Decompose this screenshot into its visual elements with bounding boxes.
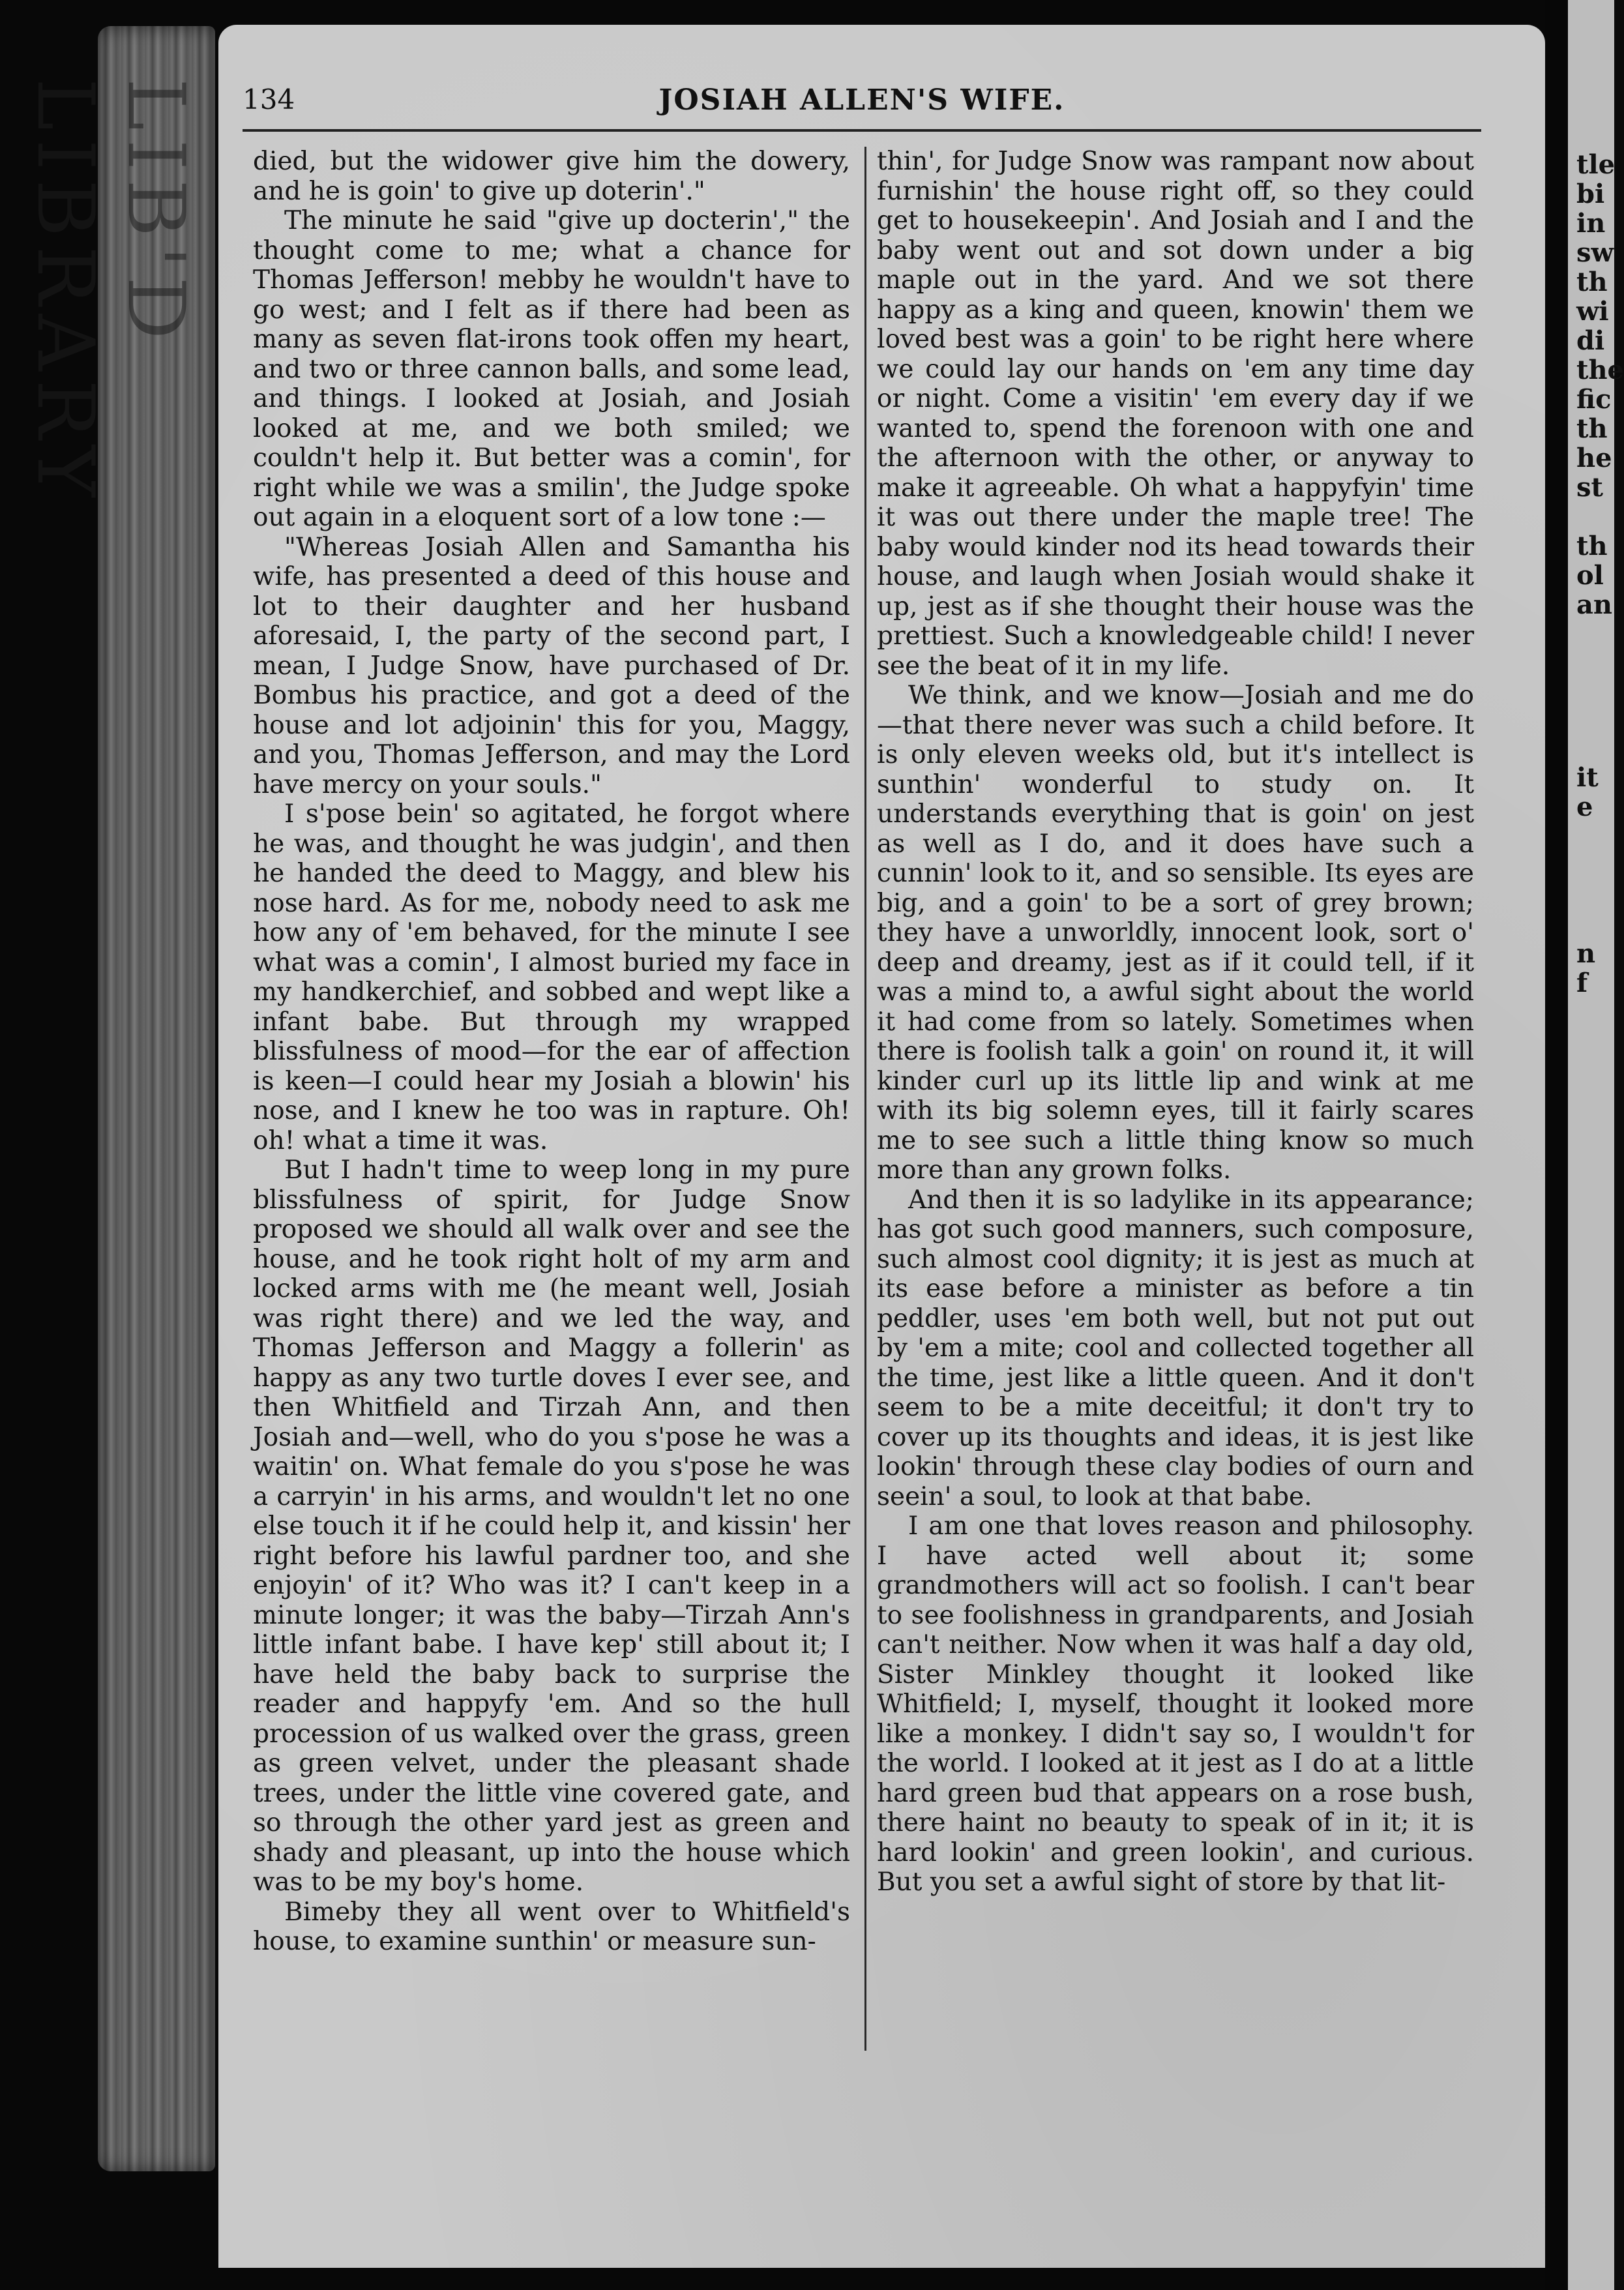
paragraph: "Whereas Josiah Allen and Samantha his wife, has presented a deed of this house and lot to their daughter and her husband aforesaid, I, the party of the second part, I mean, I Judge Snow, have purchased of Dr. Bombus his practice, and got a deed of the house and lot adjoinin' this for you, Maggy, and you, Thomas Jefferson, and may the Lord have mercy on your souls." bbox=[253, 532, 850, 799]
paragraph: And then it is so ladylike in its appearance; has got such good manners, such composure, such almost cool dignity; it is jest as much at its ease before a minister as before a tin peddler, uses 'em both well, but not put out by 'em a mite; cool and collected together all the time, jest like a little queen. And it don't seem to be a mite deceitful; it don't try to cover up its thoughts and ideas, it is jest like lookin' through these clay bodies of ourn and seein' a soul, to look at that babe. bbox=[877, 1185, 1474, 1511]
page-number: 134 bbox=[243, 83, 295, 115]
left-column bbox=[253, 147, 850, 1957]
paragraph: Bimeby they all went over to Whitfield's house, to examine sunthin' or measure sun- bbox=[253, 1897, 850, 1956]
spine-stamp-text: LIB'D LIBRARY bbox=[20, 78, 201, 507]
facing-page-fragment-line: it bbox=[1576, 762, 1599, 793]
facing-page-fragment-line: in bbox=[1576, 208, 1606, 239]
header-rule bbox=[243, 129, 1481, 132]
paragraph: I am one that loves reason and philosophy. I have acted well about it; some grandmothers will act so foolish. I can't bear to see foolishness in grandparents, and Josiah can't neither. Now when it was half a day old, Sister Minkley thought it looked like Whitfield; I, myself, thought it looked more like a monkey. I didn't say so, I wouldn't for the world. I looked at it jest as I do at a little hard green bud that appears on a rose bush, there haint no beauty to speak of in it; it is hard lookin' and green lookin', and curious. But you set a awful sight of store by that lit- bbox=[877, 1511, 1474, 1897]
facing-page-fragment-line: bi bbox=[1576, 179, 1605, 209]
facing-page-fragment-line: the bbox=[1576, 355, 1624, 385]
paragraph: died, but the widower give him the dowery, and he is goin' to give up doterin'." bbox=[253, 147, 850, 206]
facing-page-fragment-line: th bbox=[1576, 267, 1608, 297]
facing-page-fragment-line: ol bbox=[1576, 560, 1604, 591]
paragraph: I s'pose bein' so agitated, he forgot where he was, and thought he was judgin', and then he handed the deed to Maggy, and blew his nose hard. As for me, nobody need to ask me how any of 'em behaved, for the minute I see what was a comin', I almost buried my face in my handkerchief, and sobbed and wept like a infant babe. But through my wrapped blissfulness of mood—for the ear of affection is keen—I could hear my Josiah a blowin' his nose, and I knew he too was in rapture. Oh! oh! what a time it was. bbox=[253, 799, 850, 1155]
paragraph: The minute he said "give up docterin'," the thought come to me; what a chance for Thomas Jefferson! mebby he wouldn't have to go west; and I felt as if there had been as many as seven flat-irons took offen my heart, and two or three cannon balls, and some lead, and things. I looked at Josiah, and Josiah looked at me, and we both smiled; we couldn't help it. But better was a comin', for right while we was a smilin', the Judge spoke out again in a eloquent sort of a low tone :— bbox=[253, 206, 850, 532]
page-gap bbox=[1545, 0, 1568, 2290]
facing-page-fragment-line: he bbox=[1576, 443, 1612, 473]
facing-page-fragment-line: th bbox=[1576, 413, 1608, 444]
facing-page-fragment-line: e bbox=[1576, 792, 1593, 822]
facing-page-fragment-line: tle bbox=[1576, 149, 1616, 180]
page-header bbox=[243, 83, 1481, 123]
paragraph: But I hadn't time to weep long in my pure blissfulness of spirit, for Judge Snow proposed we should all walk over and see the house, and he took right holt of my arm and locked arms with me (he meant well, Josiah was right there) and we led the way, and Thomas Jefferson and Maggy a follerin' as happy as any two turtle doves I ever see, and then Whitfield and Tirzah Ann, and then Josiah and—well, who do you s'pose he was a waitin' on. What female do you s'pose he was a carryin' in his arms, and wouldn't let no one else touch it if he could help it, and kissin' her right before his lawful pardner too, and she enjoyin' of it? Who was it? I can't keep in a minute longer; it was the baby—Tirzah Ann's little infant babe. I have kep' still about it; I have held the baby back to surprise the reader and happyfy 'em. And so the hull procession of us walked over the grass, green as green velvet, under the pleasant shade trees, under the little vine covered gate, and so through the other yard jest as green and shady and pleasant, up into the house which was to be my boy's home. bbox=[253, 1155, 850, 1897]
facing-page-fragment-line: sw bbox=[1576, 237, 1614, 268]
paragraph: We think, and we know—Josiah and me do—that there never was such a child before. It is only eleven weeks old, but it's intellect is sunthin' wonderful to study on. It understands everything that is goin' on jest as well as I do, and it does have such a cunnin' look to it, and so sensible. Its eyes are big, and a goin' to be a sort of grey brown; they have a unworldly, innocent look, sort o' deep and dreamy, jest as if it could tell, if it was a mind to, a awful sight about the world it had come from so lately. Sometimes when there is foolish talk a goin' on round it, it will kinder curl up its little lip and wink at me with its big solemn eyes, till it fairly scares me to see such a little thing know so much more than any grown folks. bbox=[877, 681, 1474, 1185]
paragraph: thin', for Judge Snow was rampant now about furnishin' the house right off, so they could get to housekeepin'. And Josiah and I and the baby went out and sot down under a big maple out in the yard. And we sot there happy as a king and queen, knowin' them we loved best was a goin' to be right here where we could lay our hands on 'em any time day or night. Come a visitin' 'em every day if we wanted to, spend the forenoon with one and the afternoon with the other, or anyway to make it agreeable. Oh what a happyfyin' time it was out there under the maple tree! The baby would kinder nod its head towards their house, and laugh when Josiah would shake it up, jest as if she thought their house was the prettiest. Such a knowledgeable child! I never see the beat of it in my life. bbox=[877, 147, 1474, 681]
facing-page-fragment-line: th bbox=[1576, 531, 1608, 561]
facing-page-fragment-line: st bbox=[1576, 472, 1603, 503]
column-divider bbox=[864, 147, 866, 2051]
facing-page-fragment-line: n bbox=[1576, 938, 1596, 969]
right-column bbox=[877, 147, 1474, 1897]
facing-page-fragment-line: f bbox=[1576, 968, 1588, 998]
running-head: JOSIAH ALLEN'S WIFE. bbox=[658, 83, 1065, 117]
facing-page-fragment-line: an bbox=[1576, 589, 1612, 620]
facing-page-fragment-line: fic bbox=[1576, 384, 1612, 415]
facing-page-fragment-line: wi bbox=[1576, 296, 1609, 327]
facing-page-fragment-line: di bbox=[1576, 325, 1605, 356]
